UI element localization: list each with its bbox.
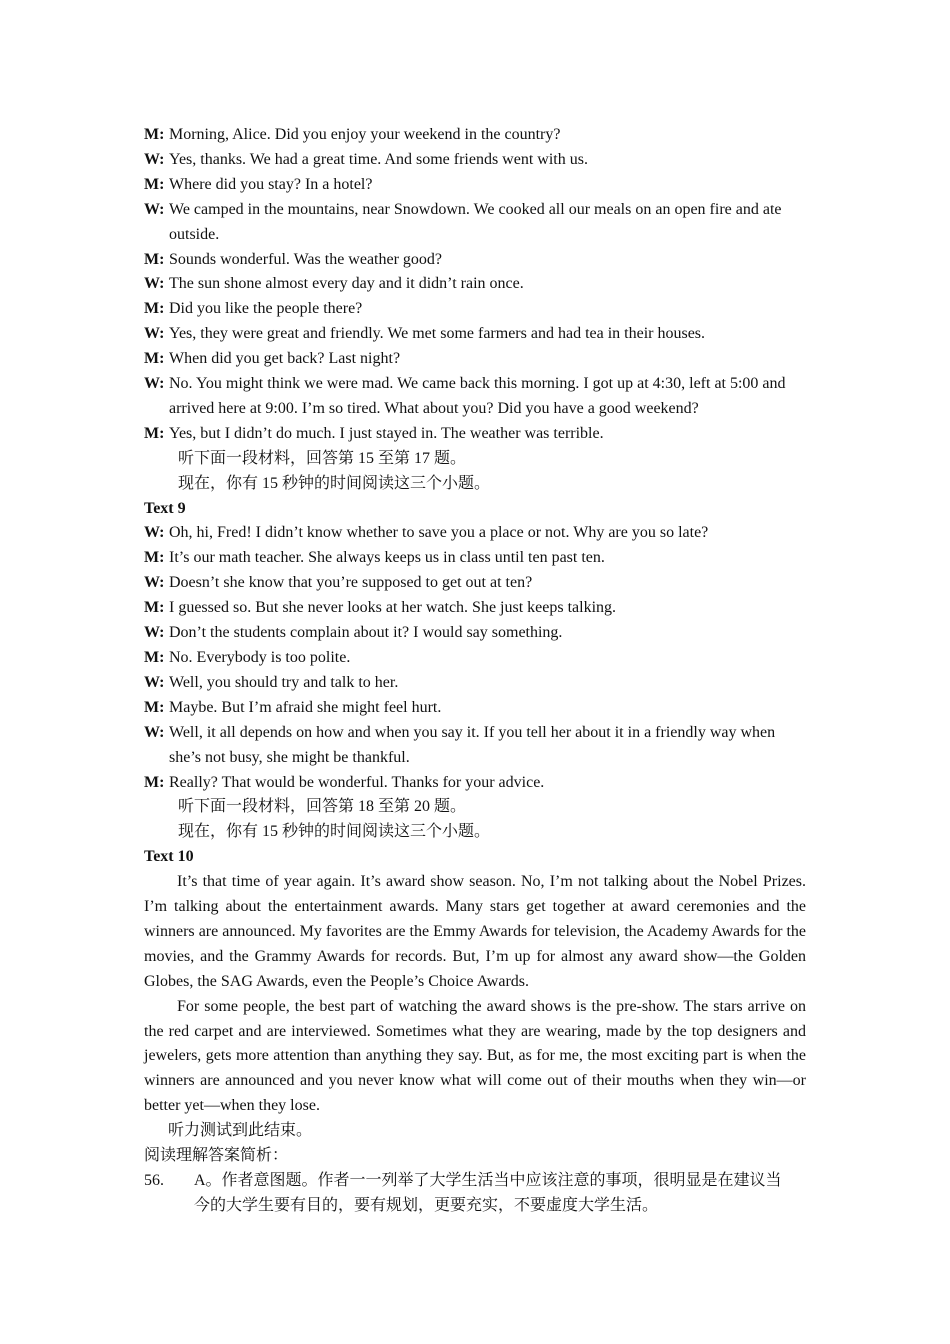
instruction-reading-time-2: 现在，你有 15 秒钟的时间阅读这三个小题。	[178, 823, 491, 841]
dialogue-line	[144, 771, 806, 796]
speaker-label: M:	[144, 175, 165, 193]
dialogue-line	[144, 272, 806, 297]
instruction-reading-time: 现在，你有 15 秒钟的时间阅读这三个小题。	[178, 474, 491, 492]
dialogue-text: We camped in the mountains, near Snowdown. We cooked all our meals on an open fire and ate outside.	[169, 200, 782, 243]
dialogue-text: Maybe. But I’m afraid she might feel hurt.	[169, 698, 442, 716]
dialogue-text: Don’t the students complain about it? I would say something.	[169, 624, 563, 642]
text9-heading: Text 9	[144, 499, 186, 517]
dialogue-line	[144, 696, 806, 721]
speaker-label: W:	[144, 624, 165, 642]
dialogue-line	[144, 173, 806, 198]
instruction-q15-17: 听下面一段材料，回答第 15 至第 17 题。	[178, 449, 467, 467]
speaker-label: M:	[144, 424, 165, 442]
dialogue-text: Yes, thanks. We had a great time. And some friends went with us.	[169, 150, 588, 168]
dialogue-line	[144, 621, 806, 646]
instruction-q18-20: 听下面一段材料，回答第 18 至第 20 题。	[178, 798, 467, 816]
dialogue-text: The sun shone almost every day and it didn’t rain once.	[169, 275, 524, 293]
listening-end-note: 听力测试到此结束。	[168, 1122, 313, 1140]
document-page	[144, 123, 806, 1219]
speaker-label: M:	[144, 698, 165, 716]
speaker-label: M:	[144, 648, 165, 666]
speaker-label: M:	[144, 300, 165, 318]
speaker-label: W:	[144, 275, 165, 293]
dialogue-text: Where did you stay? In a hotel?	[169, 175, 373, 193]
speaker-label: W:	[144, 524, 165, 542]
speaker-label: M:	[144, 549, 165, 567]
text10-paragraph: It’s that time of year again. It’s award show season. No, I’m not talking about the Nobel Prizes. I’m talking about the entertainment awards. Many stars get together at award ceremonies and the winners are announced. My favorites are the Emmy Awards for television, the Academy Awards for the movies, and the Grammy Awards for records. But, I’m up for almost any award show—the Golden Globes, the SAG Awards, even the People’s Choice Awards.	[144, 873, 806, 990]
answer-item	[144, 1169, 806, 1219]
dialogue-line	[144, 596, 806, 621]
answer-line: A。作者意图题。作者一一列举了大学生活当中应该注意的事项，很明显是在建议当	[194, 1171, 782, 1189]
text10-heading: Text 10	[144, 848, 194, 866]
answer-number: 56.	[144, 1171, 164, 1189]
dialogue-line	[144, 123, 806, 148]
dialogue-text: Doesn’t she know that you’re supposed to get out at ten?	[169, 574, 533, 592]
speaker-label: M:	[144, 773, 165, 791]
dialogue-text: Oh, hi, Fred! I didn’t know whether to save you a place or not. Why are you so late?	[169, 524, 709, 542]
dialogue-line	[144, 372, 806, 422]
dialogue-text: Really? That would be wonderful. Thanks for your advice.	[169, 773, 545, 791]
dialogue-text: Yes, but I didn’t do much. I just stayed in. The weather was terrible.	[169, 424, 604, 442]
dialogue-text: I guessed so. But she never looks at her watch. She just keeps talking.	[169, 599, 617, 617]
speaker-label: W:	[144, 375, 165, 393]
dialogue-line	[144, 571, 806, 596]
dialogue-line	[144, 646, 806, 671]
dialogue-text8	[144, 123, 806, 447]
dialogue-text: Yes, they were great and friendly. We met some farmers and had tea in their houses.	[169, 325, 706, 343]
dialogue-text: Sounds wonderful. Was the weather good?	[169, 250, 443, 268]
speaker-label: M:	[144, 126, 165, 143]
dialogue-line	[144, 546, 806, 571]
dialogue-line	[144, 198, 806, 248]
dialogue-text: It’s our math teacher. She always keeps us in class until ten past ten.	[169, 549, 605, 567]
dialogue-text: No. Everybody is too polite.	[169, 648, 351, 666]
speaker-label: W:	[144, 723, 165, 741]
dialogue-text: When did you get back? Last night?	[169, 350, 401, 368]
speaker-label: W:	[144, 200, 165, 218]
speaker-label: W:	[144, 325, 165, 343]
speaker-label: W:	[144, 574, 165, 592]
speaker-label: M:	[144, 350, 165, 368]
dialogue-line	[144, 297, 806, 322]
speaker-label: W:	[144, 150, 165, 168]
speaker-label: M:	[144, 250, 165, 268]
speaker-label: W:	[144, 673, 165, 691]
reading-answers-heading: 阅读理解答案简析：	[144, 1147, 289, 1165]
dialogue-line	[144, 148, 806, 173]
text10-paragraph: For some people, the best part of watching the award shows is the pre-show. The stars arrive on the red carpet and are interviewed. Sometimes what they are wearing, made by the top designers and jewelers, gets more attention than anything they say. But, as for me, the most exciting part is when the winners are announced and you never know what will come out of their mouths when they win—or better yet—when they lose.	[144, 997, 806, 1115]
dialogue-line	[144, 422, 806, 447]
dialogue-line	[144, 248, 806, 273]
dialogue-text9	[144, 521, 806, 795]
dialogue-line	[144, 347, 806, 372]
dialogue-line	[144, 721, 806, 771]
speaker-label: M:	[144, 599, 165, 617]
dialogue-text: No. You might think we were mad. We came back this morning. I got up at 4:30, left at 5:00 and arrived here at 9:00. I’m so tired. What about you? Did you have a good weekend?	[169, 375, 786, 417]
dialogue-line	[144, 521, 806, 546]
dialogue-text: Well, you should try and talk to her.	[169, 673, 399, 691]
dialogue-text: Did you like the people there?	[169, 300, 363, 318]
answer-line: 今的大学生要有目的，要有规划，更要充实，不要虚度大学生活。	[194, 1196, 659, 1214]
dialogue-line	[144, 322, 806, 347]
dialogue-text: Morning, Alice. Did you enjoy your weekend in the country?	[169, 126, 561, 143]
dialogue-text: Well, it all depends on how and when you say it. If you tell her about it in a friendly way when she’s not busy, she might be thankful.	[169, 723, 776, 766]
dialogue-line	[144, 671, 806, 696]
